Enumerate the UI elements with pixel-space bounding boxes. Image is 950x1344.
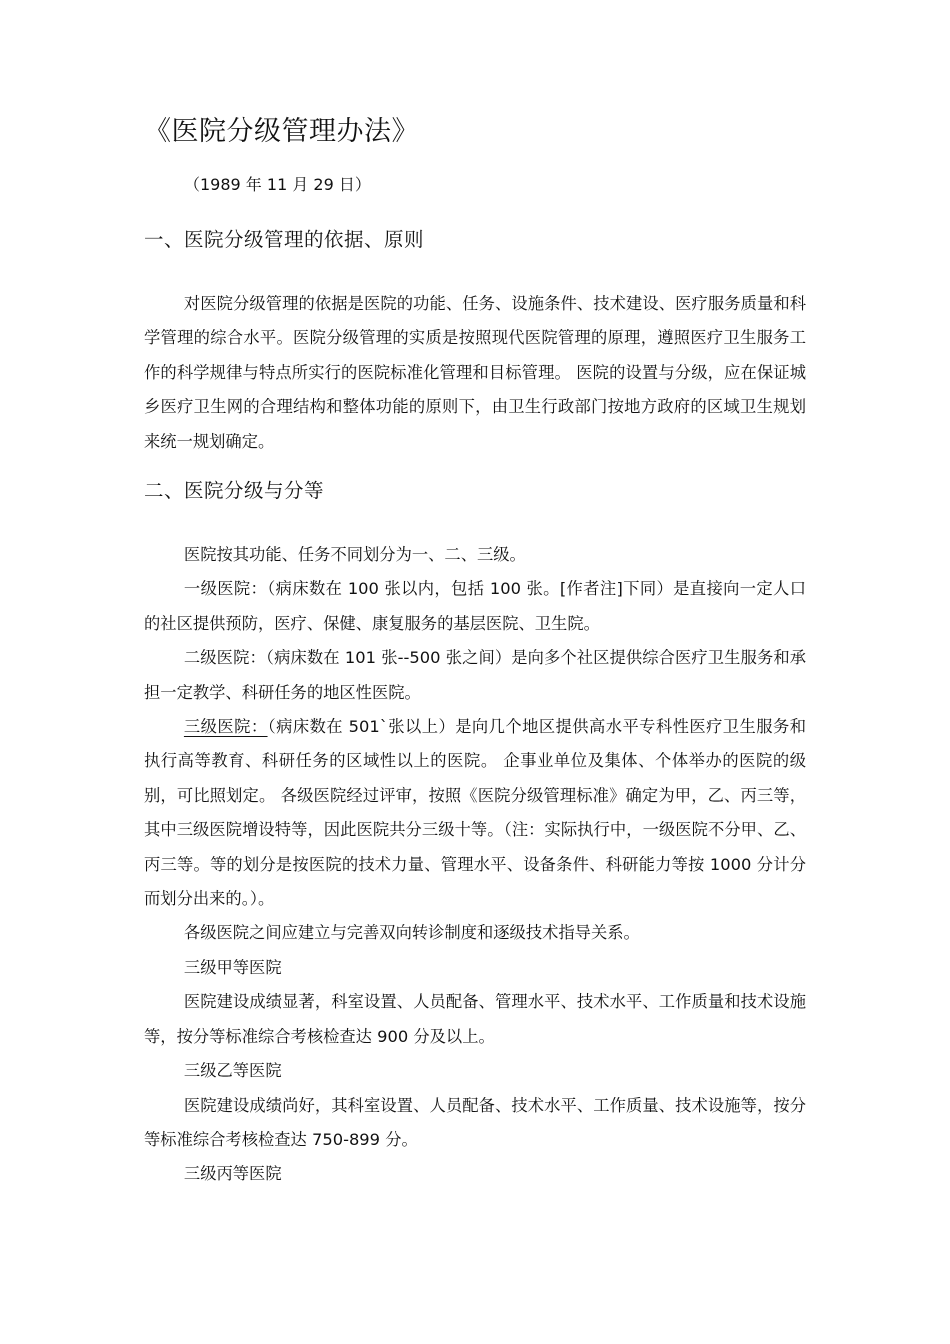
paragraph-referral: 各级医院之间应建立与完善双向转诊制度和逐级技术指导关系。 (183, 923, 640, 943)
grade-heading-3b: 三级乙等医院 (183, 1061, 282, 1081)
section-body-basis (144, 287, 806, 459)
paragraph-level-three (144, 710, 806, 916)
document-title: 《医院分级管理办法》 (144, 116, 419, 147)
document-date: （1989 年 11 月 29 日） (184, 175, 371, 194)
paragraph-level-one: 一级医院：（病床数在 100 张以内，包括 100 张。[作者注]下同）是直接向一定人口的社区提供预防，医疗、保健、康复服务的基层医院、卫生院。 (144, 579, 806, 633)
grade-heading-3a: 三级甲等医院 (183, 957, 282, 977)
grade-heading-3c: 三级丙等医院 (183, 1164, 282, 1184)
section-heading-basis: 一、医院分级管理的依据、原则 (144, 228, 425, 251)
paragraph-grade-3a: 医院建设成绩显著，科室设置、人员配备、管理水平、技术水平、工作质量和技术设施等，按分等标准综合考核检查达 900 分及以上。 (144, 992, 806, 1046)
paragraph-basis: 对医院分级管理的依据是医院的功能、任务、设施条件、技术建设、医疗服务质量和科学管理的综合水平。医院分级管理的实质是按照现代医院管理的原理，遵照医疗卫生服务工作的科学规律与特点所实行的医院标准化管理和目标管理。 医院的设置与分级，应在保证城乡医疗卫生网的合理结构和整体功能的原则下，由卫生行政部门按地方政府的区域卫生规划来统一规划确定。 (144, 294, 806, 451)
paragraph-grade-3b: 医院建设成绩尚好，其科室设置、人员配备、技术水平、工作质量、技术设施等，按分等标准综合考核检查达 750-899 分。 (144, 1095, 806, 1149)
level-three-text: （病床数在 501`张以上）是向几个地区提供高水平专科性医疗卫生服务和执行高等教育、科研任务的区域性以上的医院。 企事业单位及集体、个体举办的医院的级别，可比照划定。 各级医院经过评审，按照《医院分级管理标准》确定为甲，乙、丙三等，其中三级医院增设特等，因此医院共分三级十等。（注：实际执行中，一级医院不分甲、乙、丙三等。等的划分是按医院的技术力量、管理水平、设备条件、科研能力等按 1000 分计分而划分出来的。）。 (144, 717, 806, 909)
paragraph-levels-intro: 医院按其功能、任务不同划分为一、二、三级。 (183, 545, 526, 564)
level-three-label: 三级医院： (183, 717, 268, 737)
paragraph-level-two: 二级医院：（病床数在 101 张--500 张之间）是向多个社区提供综合医疗卫生服务和承担一定教学、科研任务的地区性医院。 (144, 648, 806, 702)
section-body-grading (144, 538, 806, 1192)
section-heading-grading: 二、医院分级与分等 (144, 479, 325, 502)
